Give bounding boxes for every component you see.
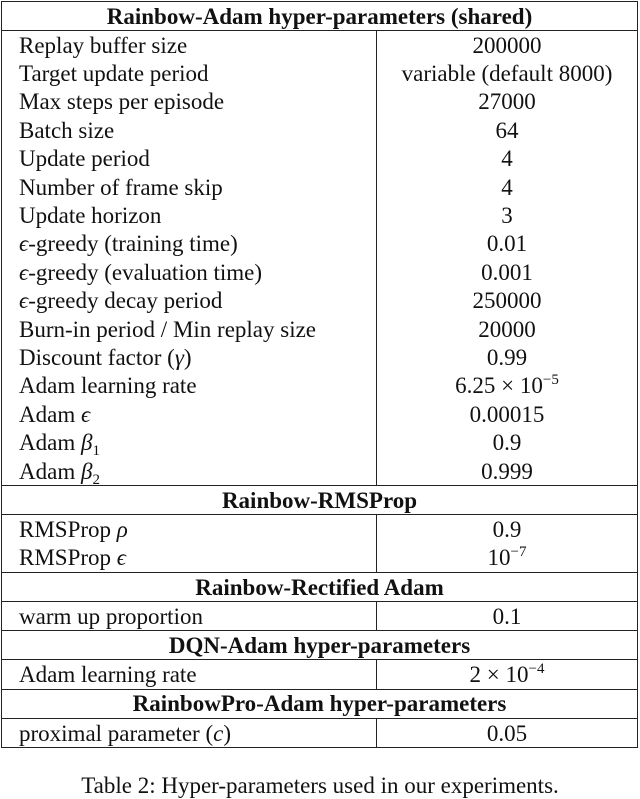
table-row (2, 660, 638, 689)
value-exponent: −5 (542, 372, 559, 389)
param-name: Number of frame skip (2, 173, 377, 201)
param-name: Update horizon (2, 201, 377, 229)
table-row (2, 602, 638, 631)
param-name: Adam learning rate (2, 660, 377, 689)
param-value: 0.001 (377, 258, 638, 286)
param-value: 64 (377, 116, 638, 144)
table-row (2, 230, 638, 258)
value-base: 10 (487, 545, 511, 571)
param-name-text: RMSProp (19, 516, 117, 542)
epsilon-symbol: ϵ (19, 231, 29, 257)
param-value: 20000 (377, 315, 638, 343)
param-name-text: RMSProp (19, 545, 117, 571)
section-title: Rainbow-RMSProp (2, 486, 638, 515)
param-value: 0.99 (377, 343, 638, 371)
param-value: variable (default 8000) (377, 59, 638, 87)
param-name (2, 515, 377, 544)
table-row (2, 88, 638, 116)
table-row (2, 287, 638, 315)
param-name (2, 230, 377, 258)
table-row (2, 428, 638, 456)
gamma-symbol: γ (174, 344, 184, 370)
param-name-text: -greedy (evaluation time) (28, 259, 262, 285)
param-name: Target update period (2, 59, 377, 87)
epsilon-symbol: ϵ (19, 288, 29, 314)
param-name: Adam learning rate (2, 372, 377, 400)
subscript: 2 (92, 471, 100, 488)
subscript: 1 (92, 443, 100, 460)
param-value: 0.1 (377, 602, 638, 631)
table-row (2, 343, 638, 371)
param-name (2, 457, 377, 486)
param-name-text: Adam (19, 430, 81, 456)
param-value: 0.01 (377, 230, 638, 258)
section-title: RainbowPro-Adam hyper-parameters (2, 689, 638, 718)
param-value: 4 (377, 145, 638, 173)
c-symbol: c (213, 720, 224, 746)
param-value (377, 660, 638, 689)
param-name-text: Discount factor ( (19, 344, 175, 370)
table-row (2, 116, 638, 144)
table-row (2, 145, 638, 173)
param-name (2, 343, 377, 371)
beta-symbol: β (80, 458, 93, 484)
param-value: 200000 (377, 31, 638, 60)
value-exponent: −7 (510, 544, 527, 561)
param-name: Update period (2, 145, 377, 173)
param-name: Burn-in period / Min replay size (2, 315, 377, 343)
param-value: 250000 (377, 287, 638, 315)
param-name (2, 287, 377, 315)
param-name (2, 544, 377, 573)
section-header (2, 689, 638, 718)
section-header (2, 486, 638, 515)
param-name: Max steps per episode (2, 88, 377, 116)
param-name: Batch size (2, 116, 377, 144)
beta-symbol: β (80, 430, 93, 456)
param-name (2, 428, 377, 460)
param-value: 0.05 (377, 718, 638, 747)
table-row (2, 201, 638, 229)
table-row (2, 59, 638, 87)
table-row (2, 544, 638, 573)
param-name (2, 258, 377, 286)
value-base: 2 × 10 (469, 662, 529, 688)
param-value: 27000 (377, 88, 638, 116)
table-row (2, 173, 638, 201)
param-value: 0.999 (377, 457, 638, 486)
table-row (2, 515, 638, 544)
epsilon-symbol: ϵ (116, 545, 127, 571)
table-row (2, 258, 638, 286)
table-row (2, 718, 638, 747)
table-row (2, 400, 638, 428)
value-exponent: −4 (528, 661, 545, 678)
section-header (2, 2, 638, 31)
hyperparameter-table (1, 1, 638, 748)
table-caption: Table 2: Hyper-parameters used in our experiments. (81, 773, 559, 798)
param-name-text: -greedy decay period (28, 288, 223, 314)
param-value: 0.9 (377, 428, 638, 456)
section-title: Rainbow-Adam hyper-parameters (shared) (2, 2, 638, 31)
param-value (377, 372, 638, 400)
param-name-text: ) (223, 720, 232, 746)
value-base: 6.25 × 10 (455, 373, 543, 399)
section-header (2, 573, 638, 602)
param-value: 3 (377, 201, 638, 229)
table-row (2, 315, 638, 343)
param-name: warm up proportion (2, 602, 377, 631)
param-value: 4 (377, 173, 638, 201)
param-name-text: proximal parameter ( (19, 720, 214, 746)
table-row (2, 31, 638, 60)
table-row (2, 372, 638, 400)
param-name-text: Adam (19, 401, 81, 427)
param-value: 0.9 (377, 515, 638, 544)
table-row (2, 457, 638, 486)
epsilon-symbol: ϵ (80, 401, 91, 427)
param-value (377, 544, 638, 573)
param-name-text: ) (183, 344, 192, 370)
epsilon-symbol: ϵ (19, 259, 29, 285)
rho-symbol: ρ (116, 516, 128, 542)
section-header (2, 631, 638, 660)
param-name: Replay buffer size (2, 31, 377, 60)
section-title: DQN-Adam hyper-parameters (2, 631, 638, 660)
section-title: Rainbow-Rectified Adam (2, 573, 638, 602)
param-name-text: -greedy (training time) (28, 231, 238, 257)
param-name (2, 718, 377, 747)
param-name-text: Adam (19, 458, 81, 484)
param-name (2, 400, 377, 428)
param-value: 0.00015 (377, 400, 638, 428)
